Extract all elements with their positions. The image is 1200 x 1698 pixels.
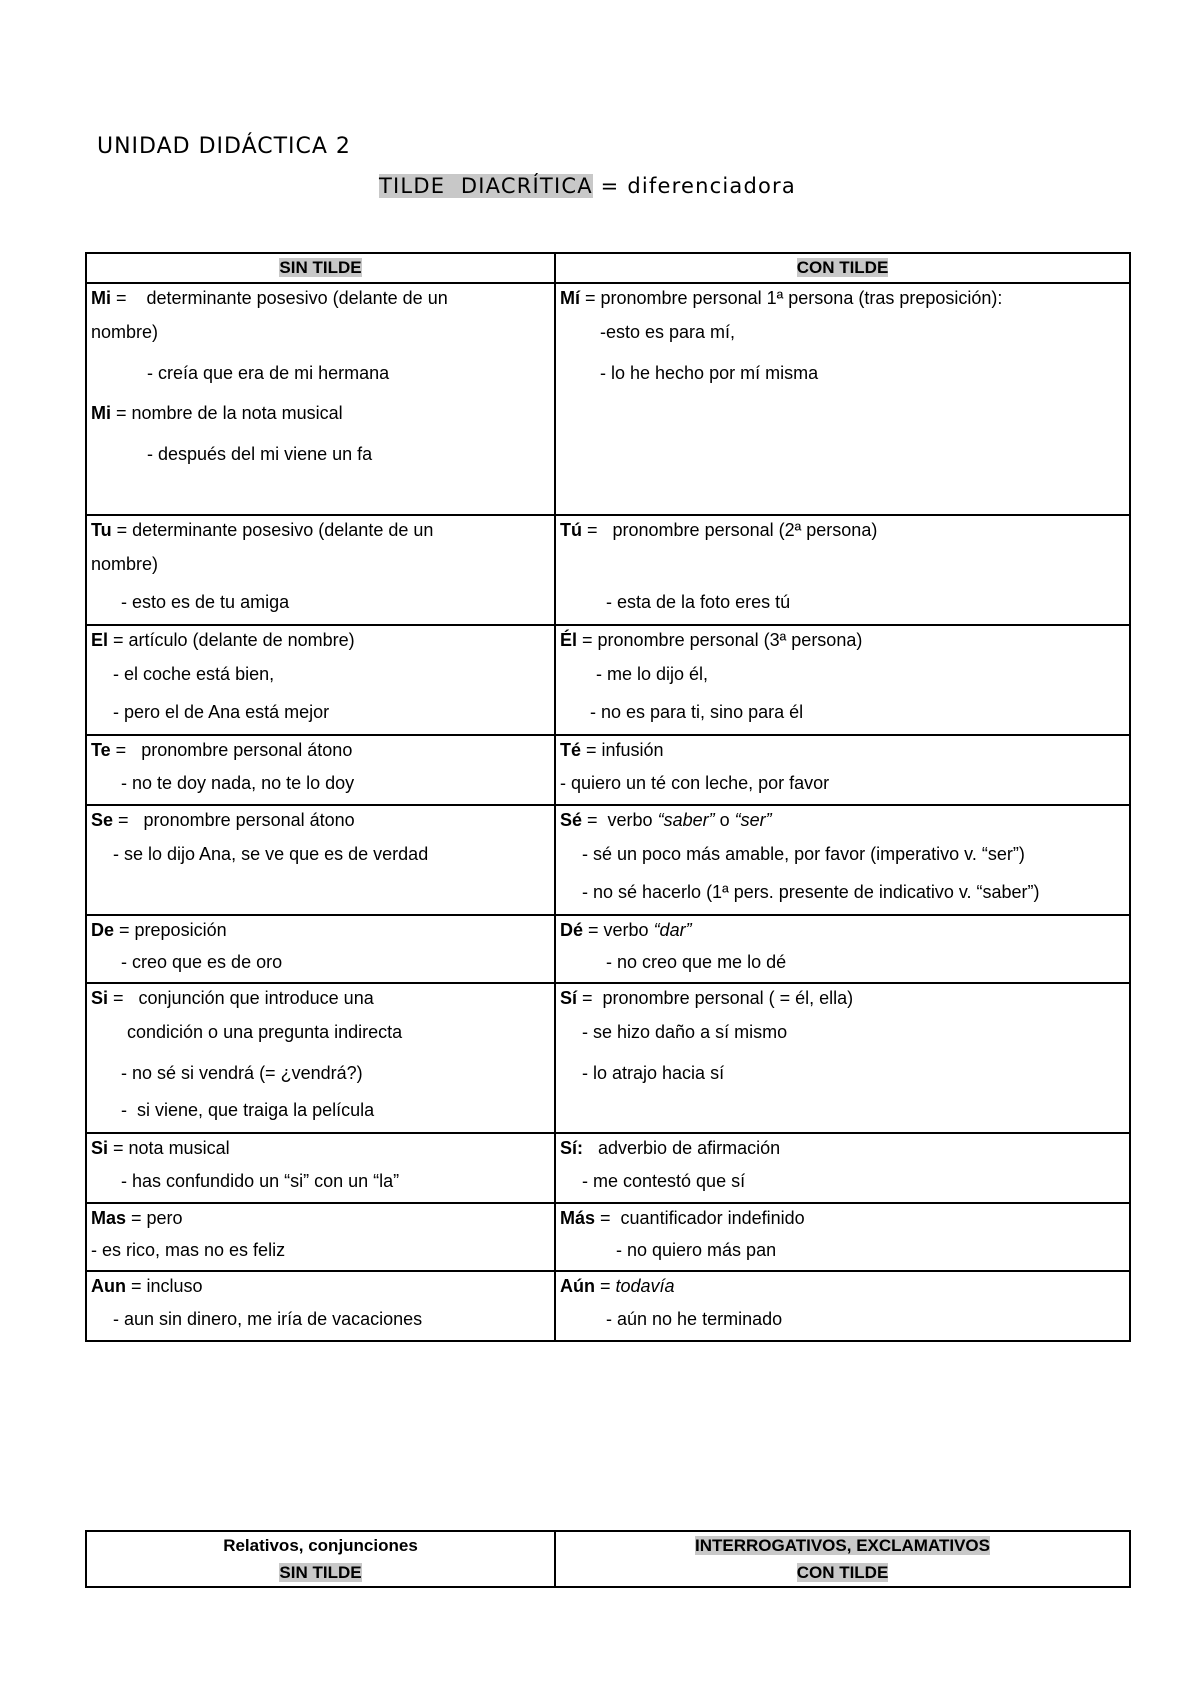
table-row	[86, 983, 1130, 1133]
definition-italic: “dar”	[653, 920, 692, 940]
header-line-highlight: INTERROGATIVOS, EXCLAMATIVOS	[695, 1536, 990, 1555]
cell-con-tilde	[555, 625, 1130, 735]
example: - es rico, mas no es feliz	[91, 1240, 286, 1260]
definition: o	[714, 810, 735, 830]
definition: = pero	[126, 1208, 183, 1228]
cell-con-tilde	[555, 1203, 1130, 1271]
cell-con-tilde	[555, 735, 1130, 805]
example: - sé un poco más amable, por favor (imperativo v. “ser”)	[582, 844, 1025, 864]
example: - no es para ti, sino para él	[590, 701, 804, 722]
definition: = pronombre personal átono	[110, 740, 353, 760]
table-row	[86, 283, 1130, 515]
cell-sin-tilde	[86, 1203, 555, 1271]
definition-italic: “saber”	[657, 810, 715, 830]
cell-sin-tilde	[86, 515, 555, 625]
example: - se hizo daño a sí mismo	[582, 1022, 788, 1042]
word: Más	[560, 1208, 596, 1228]
table-row	[86, 625, 1130, 735]
definition: = infusión	[581, 740, 664, 760]
word: Él	[560, 630, 578, 650]
word: Mi	[91, 403, 111, 423]
cell-sin-tilde	[86, 1271, 555, 1341]
definition: = conjunción que introduce una	[108, 988, 374, 1008]
title-rest: = diferenciadora	[592, 174, 796, 198]
definition-italic: “ser”	[734, 810, 772, 830]
definition-italic: todavía	[615, 1276, 675, 1296]
word: Mí	[560, 288, 580, 308]
cell-con-tilde	[555, 515, 1130, 625]
table-row	[86, 515, 1130, 625]
word: Aún	[560, 1276, 595, 1296]
example: - aun sin dinero, me iría de vacaciones	[113, 1309, 423, 1329]
example: - aún no he terminado	[606, 1309, 783, 1329]
definition: = pronombre personal átono	[113, 810, 355, 830]
word: Sí	[560, 988, 578, 1008]
word: Tu	[91, 520, 112, 540]
title-highlight: TILDE DIACRÍTICA	[379, 174, 593, 198]
word: Dé	[560, 920, 584, 940]
word: Té	[560, 740, 582, 760]
word: De	[91, 920, 115, 940]
definition: = nombre de la nota musical	[111, 403, 343, 423]
example: - creía que era de mi hermana	[147, 362, 390, 383]
summary-table	[85, 1530, 1131, 1588]
table-row	[86, 1133, 1130, 1203]
word: Tú	[560, 520, 582, 540]
word: Sí:	[560, 1138, 584, 1158]
cell-interrogativos	[555, 1531, 1130, 1587]
example: - esto es de tu amiga	[121, 591, 290, 612]
cell-sin-tilde	[86, 983, 555, 1133]
cell-sin-tilde	[86, 283, 555, 515]
table-row	[86, 1271, 1130, 1341]
example: - has confundido un “si” con un “la”	[121, 1171, 400, 1191]
header-line-highlight: CON TILDE	[796, 1563, 889, 1582]
example: -esto es para mí,	[600, 322, 736, 342]
example: - quiero un té con leche, por favor	[560, 773, 830, 793]
word: El	[91, 630, 109, 650]
example: - se lo dijo Ana, se ve que es de verdad	[113, 844, 429, 864]
word: Mas	[91, 1208, 127, 1228]
definition: = incluso	[126, 1276, 203, 1296]
cell-relativos	[86, 1531, 555, 1587]
example: - me lo dijo él,	[596, 664, 709, 684]
word: Te	[91, 740, 111, 760]
page-title	[379, 174, 796, 198]
definition-cont: nombre)	[91, 322, 159, 342]
definition: = pronombre personal (2ª persona)	[582, 520, 878, 540]
definition: = cuantificador indefinido	[595, 1208, 805, 1228]
example: - si viene, que traiga la película	[121, 1100, 375, 1120]
cell-sin-tilde	[86, 805, 555, 915]
example: - no sé hacerlo (1ª pers. presente de indicativo v. “saber”)	[582, 881, 1040, 902]
example: - después del mi viene un fa	[147, 443, 373, 464]
col-header-con-tilde: CON TILDE	[796, 258, 889, 277]
table-header-row	[86, 253, 1130, 283]
col-header-sin-tilde: SIN TILDE	[279, 258, 362, 277]
definition: = nota musical	[108, 1138, 230, 1158]
table-header-row	[86, 1531, 1130, 1587]
word: Se	[91, 810, 114, 830]
word: Mi	[91, 288, 111, 308]
unit-title: UNIDAD DIDÁCTICA 2	[97, 134, 351, 159]
word: Aun	[91, 1276, 126, 1296]
word: Sé	[560, 810, 583, 830]
definition-cont: condición o una pregunta indirecta	[127, 1022, 403, 1042]
definition: = pronombre personal 1ª persona (tras preposición):	[580, 288, 1003, 308]
definition: = verbo	[582, 810, 658, 830]
example: - lo he hecho por mí misma	[600, 362, 819, 383]
word: Si	[91, 988, 109, 1008]
header-line: Relativos, conjunciones	[223, 1536, 418, 1555]
table-row	[86, 735, 1130, 805]
example: - el coche está bien,	[113, 664, 275, 684]
cell-con-tilde	[555, 283, 1130, 515]
cell-con-tilde	[555, 915, 1130, 983]
diacritic-table	[85, 252, 1131, 1342]
cell-con-tilde	[555, 983, 1130, 1133]
table-row	[86, 1203, 1130, 1271]
definition: adverbio de afirmación	[583, 1138, 781, 1158]
example: - esta de la foto eres tú	[606, 591, 791, 612]
definition: = artículo (delante de nombre)	[108, 630, 355, 650]
cell-sin-tilde	[86, 735, 555, 805]
cell-con-tilde	[555, 805, 1130, 915]
definition: = preposición	[114, 920, 227, 940]
definition-cont: nombre)	[91, 554, 159, 574]
cell-sin-tilde	[86, 625, 555, 735]
definition: = verbo	[583, 920, 654, 940]
example: - creo que es de oro	[121, 952, 283, 972]
table-row	[86, 805, 1130, 915]
example: - no sé si vendrá (= ¿vendrá?)	[121, 1062, 363, 1083]
cell-sin-tilde	[86, 915, 555, 983]
definition: = pronombre personal (3ª persona)	[577, 630, 863, 650]
definition: = determinante posesivo (delante de un	[111, 288, 448, 308]
example: - no creo que me lo dé	[606, 952, 787, 972]
cell-con-tilde	[555, 1133, 1130, 1203]
definition: = determinante posesivo (delante de un	[111, 520, 434, 540]
example: - no quiero más pan	[616, 1240, 777, 1260]
cell-con-tilde	[555, 1271, 1130, 1341]
cell-sin-tilde	[86, 1133, 555, 1203]
example: - me contestó que sí	[582, 1171, 746, 1191]
definition: = pronombre personal ( = él, ella)	[577, 988, 854, 1008]
header-line-highlight: SIN TILDE	[279, 1563, 362, 1582]
word: Si	[91, 1138, 109, 1158]
example: - pero el de Ana está mejor	[113, 701, 330, 722]
definition: =	[595, 1276, 616, 1296]
example: - lo atrajo hacia sí	[582, 1062, 725, 1083]
example: - no te doy nada, no te lo doy	[121, 773, 355, 793]
table-row	[86, 915, 1130, 983]
